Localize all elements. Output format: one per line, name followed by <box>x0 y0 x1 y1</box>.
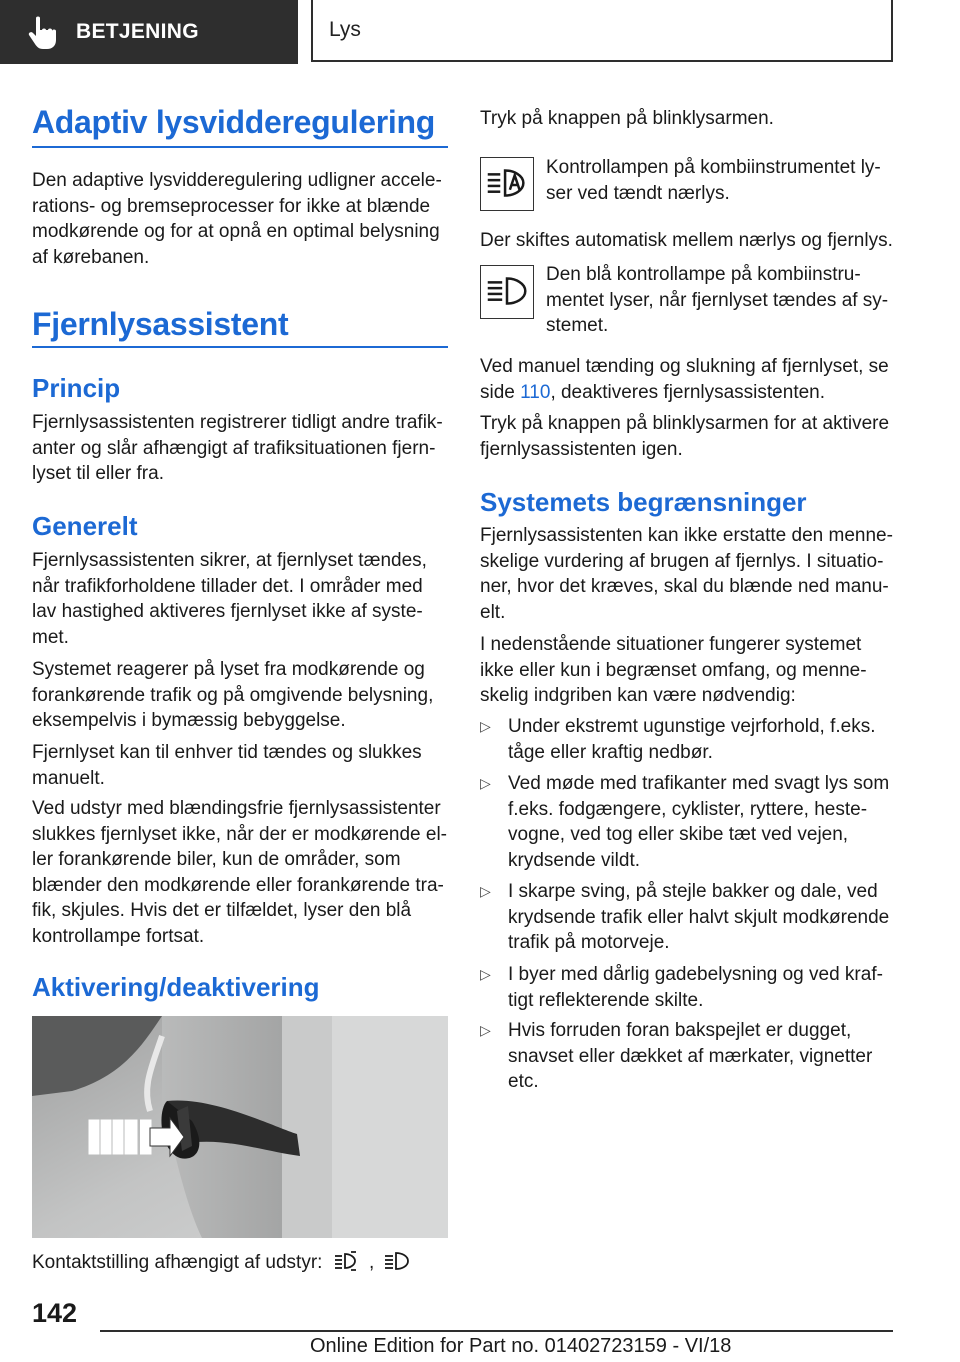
paragraph-adaptive: Den adaptive lysvidderegulering udligner accele- rations- og bremseprocesser for ikke at blænde modkørende og for at opnå en optimal belysning af kørebanen. <box>32 170 442 268</box>
caption-separator: , <box>369 1252 375 1273</box>
paragraph-princip: Fjernlysassistenten registrerer tidligt andre trafik- anter og slår afhængigt af trafiksituationen fjern- lyset til eller fra. <box>32 412 443 484</box>
photo-caption: Kontaktstilling afhængigt af udstyr: <box>32 1252 323 1273</box>
icon1-description: Kontrollampen på kombiinstrumentet ly- ser ved tændt nærlys. <box>546 157 881 204</box>
paragraph-manuel: Ved manuel tænding og slukning af fjernlyset, se side 110, deaktiveres fjernlysassistenten. <box>480 356 889 403</box>
paragraph-tryk-2: Tryk på knappen på blinklysarmen for at aktivere fjernlysassistenten igen. <box>480 413 890 460</box>
footer-edition: Online Edition for Part no. 01402723159 - VI/18 <box>310 1335 732 1357</box>
paragraph-tryk-1: Tryk på knappen på blinklysarmen. <box>480 108 774 129</box>
heading-adaptive: Adaptiv lysvidderegulering <box>32 104 435 140</box>
triangle-bullet-icon: ▷ <box>480 883 491 899</box>
page-number: 142 <box>32 1298 78 1328</box>
high-beam-indicator-icon <box>480 265 534 319</box>
triangle-bullet-icon: ▷ <box>480 1022 491 1038</box>
hand-pointer-icon <box>22 12 62 52</box>
paragraph-skiftes: Der skiftes automatisk mellem nærlys og fjernlys. <box>480 230 893 251</box>
heading-begraensninger: Systemets begrænsninger <box>480 487 807 517</box>
heading-assistent: Fjernlysassistent <box>32 306 289 342</box>
chapter-header <box>311 0 893 62</box>
heading-princip: Princip <box>32 373 121 403</box>
heading-generelt: Generelt <box>32 511 138 541</box>
paragraph-generelt-3: Fjernlyset kan til enhver tid tændes og slukkes manuelt. <box>32 742 422 789</box>
chapter-title: Lys <box>329 18 361 41</box>
heading-rule <box>32 146 448 148</box>
triangle-bullet-icon: ▷ <box>480 718 491 734</box>
high-beam-icon <box>384 1250 410 1272</box>
triangle-bullet-icon: ▷ <box>480 775 491 791</box>
high-beam-assist-icon <box>334 1250 360 1272</box>
caption-paragraph <box>32 1250 452 1276</box>
paragraph-graenser-1: Fjernlysassistenten kan ikke erstatte den menne- skelige vurdering af brugen af fjernlys. I situatio- ner, hvor det kræves, skal du blænde ned manu- elt. <box>480 525 893 623</box>
section-title: BETJENING <box>76 20 199 43</box>
turn-signal-lever-photo <box>32 1016 448 1238</box>
page-link-110[interactable]: 110 <box>520 381 551 403</box>
heading-aktivering: Aktivering/deaktivering <box>32 972 320 1002</box>
paragraph-generelt-1: Fjernlysassistenten sikrer, at fjernlyset tændes, når trafikforholdene tillader det. I områder med lav hastighed aktiveres fjernlyset ikke af syste- met. <box>32 550 427 648</box>
heading-rule <box>32 346 448 348</box>
paragraph-graenser-2: I nedenstående situationer fungerer systemet ikke eller kun i begrænset omfang, og menne- skelig indgriben kan være nødvendig: <box>480 634 867 706</box>
paragraph-generelt-4: Ved udstyr med blændingsfrie fjernlysassistenter slukkes fjernlyset ikke, når der er modkørende el- ler forankørende biler, kun de områder, som blænder den modkørende eller forankørende tra- fik, skjules. Hvis det er tilfældet, lyser den blå kontrollampe fortsat. <box>32 798 447 947</box>
icon2-description: Den blå kontrollampe på kombiinstru- mentet lyser, når fjernlyset tændes af sy- stemet. <box>546 264 889 336</box>
footer-rule <box>100 1330 893 1332</box>
section-tab <box>0 0 298 64</box>
high-beam-assist-indicator-icon <box>480 157 534 211</box>
triangle-bullet-icon: ▷ <box>480 966 491 982</box>
paragraph-generelt-2: Systemet reagerer på lyset fra modkørende og forankørende trafik og på omgivende belysning, eksempelvis i bymæssig bebyggelse. <box>32 659 434 731</box>
